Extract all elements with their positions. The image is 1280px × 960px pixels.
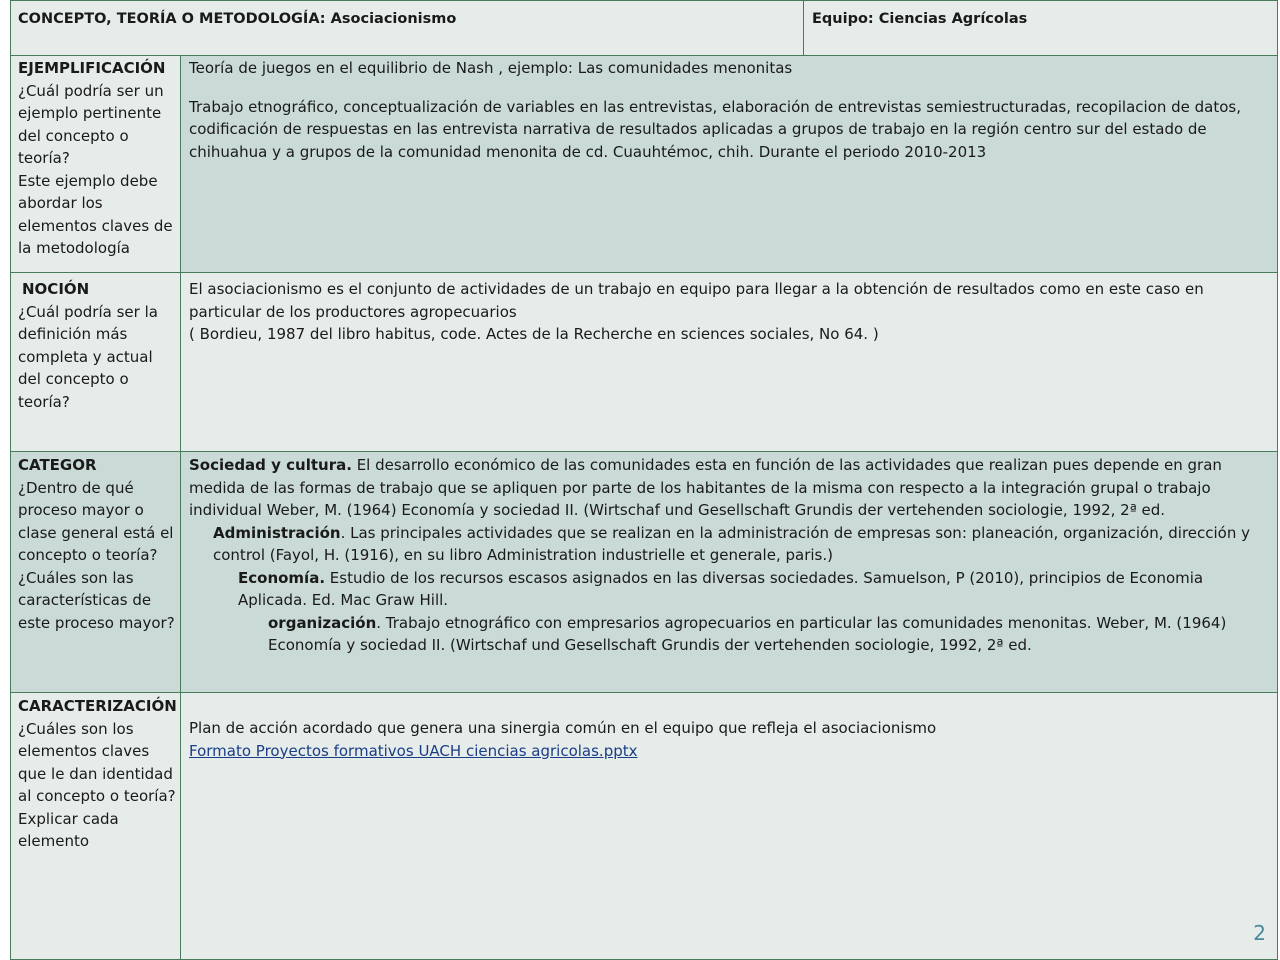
ejemplificacion-content-line1: Teoría de juegos en el equilibrio de Nash , ejemplo: Las comunidades menonitas — [189, 59, 793, 77]
categoria-extra: ¿Cuáles son las características de este proceso mayor? — [18, 568, 175, 632]
categoria-item-organizacion — [189, 612, 1271, 657]
proyectos-formativos-link[interactable]: Formato Proyectos formativos UACH ciencias agricolas.pptx — [189, 741, 638, 760]
ejemplificacion-extra: Este ejemplo debe abordar los elementos claves de la metodología — [18, 171, 173, 257]
categoria-term-organizacion: organización — [268, 613, 377, 632]
page-number: 2 — [1253, 921, 1266, 945]
categoria-text-administracion: . Las principales actividades que se realizan en la administración de empresas son: planeación, organización, dirección y control (Fayol, H. (1916), en su libro Administration industrielle et generale, paris.) — [213, 523, 1250, 564]
categoria-title: CATEGOR — [18, 456, 97, 474]
categoria-text-economia: Estudio de los recursos escasos asignados en las diversas sociedades. Samuelson, P (2010), principios de Economia Aplicada. Ed. Mac Graw Hill. — [238, 568, 1204, 609]
nocion-title: NOCIÓN — [22, 280, 90, 298]
categoria-item-sociedad — [189, 454, 1271, 522]
nocion-content-line1: El asociacionismo es el conjunto de actividades de un trabajo en equipo para llegar a la obtención de resultados como en este caso en particular de los productores agropecuarios — [189, 280, 1204, 321]
categoria-text-sociedad: El desarrollo económico de las comunidades esta en función de las actividades que realizan pues depende en gran medida de las formas de trabajo que se apliquen por parte de los habitantes de la misma con respecto a la integración grupal o trabajo individual Weber, M. (1964) Economía y sociedad II. (Wirtschaf und Gesellschaft Grundis der vertehenden sociologie, 1992, 2ª ed. — [189, 456, 1222, 519]
team-value: Ciencias Agrícolas — [878, 11, 1028, 27]
categoria-text-organizacion: . Trabajo etnográfico con empresarios agropecuarios en particular las comunidades menonitas. Weber, M. (1964) Economía y sociedad II. (Wirtschaf und Gesellschaft Grundis der vertehenden sociologie, 1992, 2ª ed. — [268, 613, 1227, 654]
ejemplificacion-question: ¿Cuál podría ser un ejemplo pertinente del concepto o teoría? — [18, 81, 164, 167]
categoria-term-sociedad: Sociedad y cultura. — [189, 456, 352, 474]
categoria-label-cell — [10, 451, 181, 693]
header-concept-cell — [10, 0, 804, 56]
nocion-question: ¿Cuál podría ser la definición más completa y actual del concepto o teoría? — [18, 302, 158, 411]
categoria-term-administracion: Administración — [213, 523, 341, 542]
nocion-label-cell — [10, 272, 181, 452]
ejemplificacion-label-cell — [10, 55, 181, 273]
nocion-content-line2: ( Bordieu, 1987 del libro habitus, code. Actes de la Recherche en sciences sociales, No 64. ) — [189, 325, 879, 343]
categoria-term-economia: Economía. — [238, 568, 326, 587]
ejemplificacion-content-cell — [180, 55, 1278, 273]
caracterizacion-extra: Explicar cada elemento — [18, 809, 119, 850]
ejemplificacion-title: EJEMPLIFICACIÓN — [18, 59, 166, 77]
caracterizacion-content-line1: Plan de acción acordado que genera una sinergia común en el equipo que refleja el asociacionismo — [189, 719, 937, 737]
caracterizacion-question: ¿Cuáles son los elementos claves que le dan identidad al concepto o teoría? — [18, 719, 176, 805]
categoria-content-cell — [180, 451, 1278, 693]
nocion-content-cell — [180, 272, 1278, 452]
concept-value: Asociacionismo — [330, 11, 457, 27]
categoria-item-economia — [189, 567, 1271, 612]
concept-label: CONCEPTO, TEORÍA O METODOLOGÍA: — [18, 11, 326, 27]
caracterizacion-content-cell — [180, 692, 1278, 960]
caracterizacion-title: CARACTERIZACIÓN — [18, 697, 177, 715]
header-team-cell — [803, 0, 1278, 56]
categoria-item-administracion — [189, 522, 1271, 567]
caracterizacion-label-cell — [10, 692, 181, 960]
ejemplificacion-content-line2: Trabajo etnográfico, conceptualización de variables en las entrevistas, elaboración de entrevistas semiestructuradas, recopilacion de datos, codificación de respuestas en las entrevista narrativa de resultados aplicadas a grupos de trabajo en la región centro sur del estado de chihuahua y a grupos de la comunidad menonita de cd. Cuauhtémoc, chih. Durante el periodo 2010-2013 — [189, 97, 1242, 161]
team-label: Equipo: — [812, 11, 874, 27]
categoria-question: ¿Dentro de qué proceso mayor o clase general está el concepto o teoría? — [18, 478, 174, 564]
